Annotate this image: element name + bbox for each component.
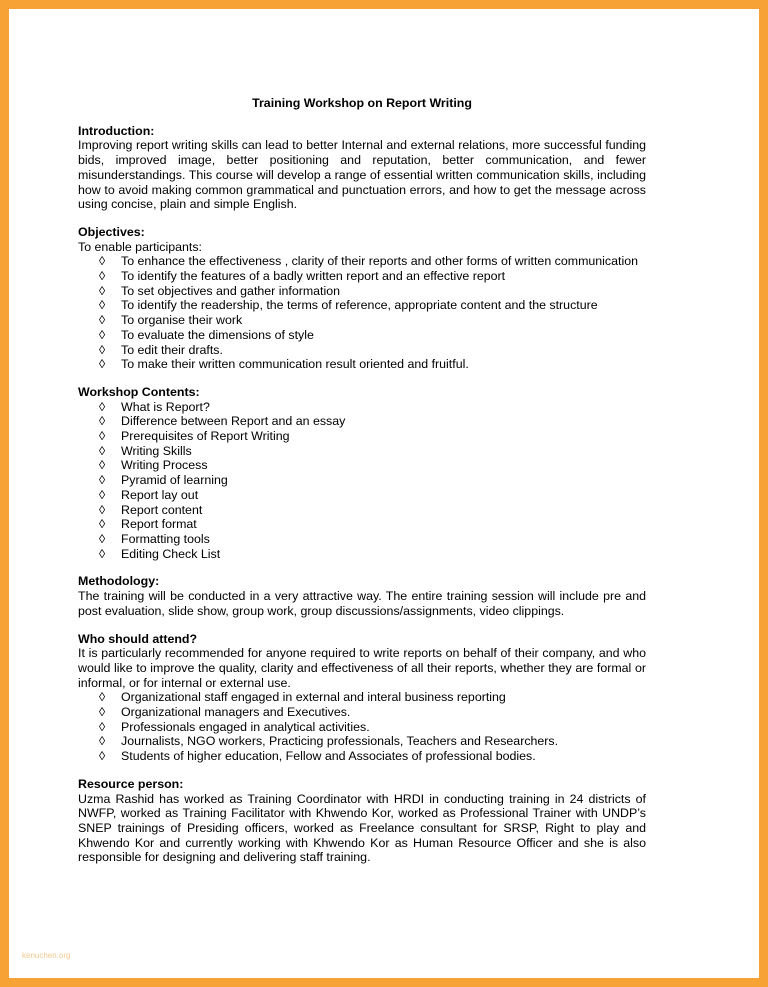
list-item <box>78 269 646 284</box>
diamond-bullet-icon: ◊ <box>99 517 106 532</box>
diamond-bullet-icon: ◊ <box>99 313 106 328</box>
diamond-bullet-icon: ◊ <box>99 298 106 313</box>
diamond-bullet-icon: ◊ <box>99 734 106 749</box>
diamond-bullet-icon: ◊ <box>99 414 106 429</box>
resource-person-section <box>78 777 646 865</box>
list-item-text: Organizational staff engaged in external and interal business reporting <box>121 690 506 705</box>
objectives-heading: Objectives: <box>78 224 145 239</box>
list-item <box>78 343 646 358</box>
list-item <box>78 313 646 328</box>
diamond-bullet-icon: ◊ <box>99 690 106 705</box>
diamond-bullet-icon: ◊ <box>99 443 106 458</box>
diamond-bullet-icon: ◊ <box>99 357 106 372</box>
document-page <box>78 96 646 878</box>
list-item-text: Report content <box>121 502 203 517</box>
diamond-bullet-icon: ◊ <box>99 399 106 414</box>
list-item <box>78 429 646 444</box>
list-item <box>78 547 646 562</box>
list-item-text: Students of higher education, Fellow and Associates of professional bodies. <box>121 749 536 764</box>
list-item <box>78 458 646 473</box>
methodology-section <box>78 574 646 618</box>
diamond-bullet-icon: ◊ <box>99 487 106 502</box>
list-item <box>78 705 646 720</box>
diamond-bullet-icon: ◊ <box>99 283 106 298</box>
list-item <box>78 357 646 372</box>
list-item-text: Writing Skills <box>121 443 192 458</box>
list-item <box>78 690 646 705</box>
list-item <box>78 734 646 749</box>
list-item-text: To enhance the effectiveness , clarity of their reports and other forms of written communication <box>121 254 638 269</box>
list-item <box>78 444 646 459</box>
list-item <box>78 298 646 313</box>
list-item <box>78 503 646 518</box>
list-item-text: Prerequisites of Report Writing <box>121 429 290 444</box>
list-item-text: To evaluate the dimensions of style <box>121 327 314 342</box>
resource-person-text: Uzma Rashid has worked as Training Coordinator with HRDI in conducting training in 24 districts of NWFP, worked as Training Facilitator with Khwendo Kor, worked as Professional Trainer with UNDP’s SNEP trainings of Presiding officers, worked as Freelance consultant for SRSP, Right to play and Khwendo Kor and currently working with Khwendo Kor as Human Resource Officer and she is also responsible for designing and delivering staff training. <box>78 791 646 865</box>
list-item-text: Formatting tools <box>121 531 210 546</box>
list-item-text: Report lay out <box>121 487 199 502</box>
list-item <box>78 414 646 429</box>
introduction-section <box>78 124 646 212</box>
list-item-text: Journalists, NGO workers, Practicing professionals, Teachers and Researchers. <box>121 734 559 749</box>
who-should-attend-heading: Who should attend? <box>78 631 198 646</box>
list-item <box>78 749 646 764</box>
objectives-intro: To enable participants: <box>78 239 202 254</box>
list-item-text: To edit their drafts. <box>121 342 223 357</box>
resource-person-heading: Resource person: <box>78 776 184 791</box>
diamond-bullet-icon: ◊ <box>99 269 106 284</box>
workshop-contents-heading: Workshop Contents: <box>78 384 200 399</box>
workshop-contents-section <box>78 385 646 561</box>
diamond-bullet-icon: ◊ <box>99 327 106 342</box>
methodology-text: The training will be conducted in a very attractive way. The entire training session will include pre and post evaluation, slide show, group work, group discussions/assignments, video clippings. <box>78 589 646 618</box>
list-item-text: Editing Check List <box>121 546 221 561</box>
diamond-bullet-icon: ◊ <box>99 458 106 473</box>
diamond-bullet-icon: ◊ <box>99 473 106 488</box>
list-item <box>78 400 646 415</box>
list-item-text: Difference between Report and an essay <box>121 414 346 429</box>
list-item-text: Pyramid of learning <box>121 473 228 488</box>
list-item <box>78 254 646 269</box>
list-item-text: To identify the features of a badly written report and an effective report <box>121 269 506 284</box>
diamond-bullet-icon: ◊ <box>99 502 106 517</box>
list-item <box>78 532 646 547</box>
introduction-text: Improving report writing skills can lead to better Internal and external relations, more successful funding bids, improved image, better positioning and reputation, better communication, and fewer misunderstandings. This course will develop a range of essential written communication skills, including how to avoid making common grammatical and punctuation errors, and how to get the message across using concise, plain and simple English. <box>78 138 646 212</box>
list-item <box>78 328 646 343</box>
diamond-bullet-icon: ◊ <box>99 342 106 357</box>
who-should-attend-text: It is particularly recommended for anyone required to write reports on behalf of their company, and who would like to improve the quality, clarity and effectiveness of all their reports, whether they are formal or informal, or for internal or external use. <box>78 646 646 690</box>
attendee-list <box>78 690 646 764</box>
diamond-bullet-icon: ◊ <box>99 749 106 764</box>
list-item-text: What is Report? <box>121 399 210 414</box>
diamond-bullet-icon: ◊ <box>99 531 106 546</box>
methodology-heading: Methodology: <box>78 574 160 589</box>
diamond-bullet-icon: ◊ <box>99 705 106 720</box>
list-item-text: Writing Process <box>121 458 208 473</box>
list-item <box>78 720 646 735</box>
diamond-bullet-icon: ◊ <box>99 546 106 561</box>
list-item-text: Report format <box>121 517 197 532</box>
diamond-bullet-icon: ◊ <box>99 254 106 269</box>
list-item-text: To identify the readership, the terms of reference, appropriate content and the structure <box>121 298 598 313</box>
objectives-section <box>78 225 646 372</box>
list-item <box>78 473 646 488</box>
list-item-text: To make their written communication result oriented and fruitful. <box>121 357 469 372</box>
list-item-text: Organizational managers and Executives. <box>121 705 351 720</box>
list-item <box>78 517 646 532</box>
list-item-text: To organise their work <box>121 313 243 328</box>
list-item <box>78 284 646 299</box>
workshop-contents-list <box>78 400 646 562</box>
list-item <box>78 488 646 503</box>
document-title: Training Workshop on Report Writing <box>252 96 472 110</box>
objectives-list <box>78 254 646 372</box>
watermark-text: kenuchen.org <box>22 951 71 960</box>
list-item-text: To set objectives and gather information <box>121 283 341 298</box>
list-item-text: Professionals engaged in analytical activities. <box>121 719 370 734</box>
who-should-attend-section <box>78 632 646 764</box>
introduction-heading: Introduction: <box>78 123 155 138</box>
diamond-bullet-icon: ◊ <box>99 719 106 734</box>
diamond-bullet-icon: ◊ <box>99 429 106 444</box>
